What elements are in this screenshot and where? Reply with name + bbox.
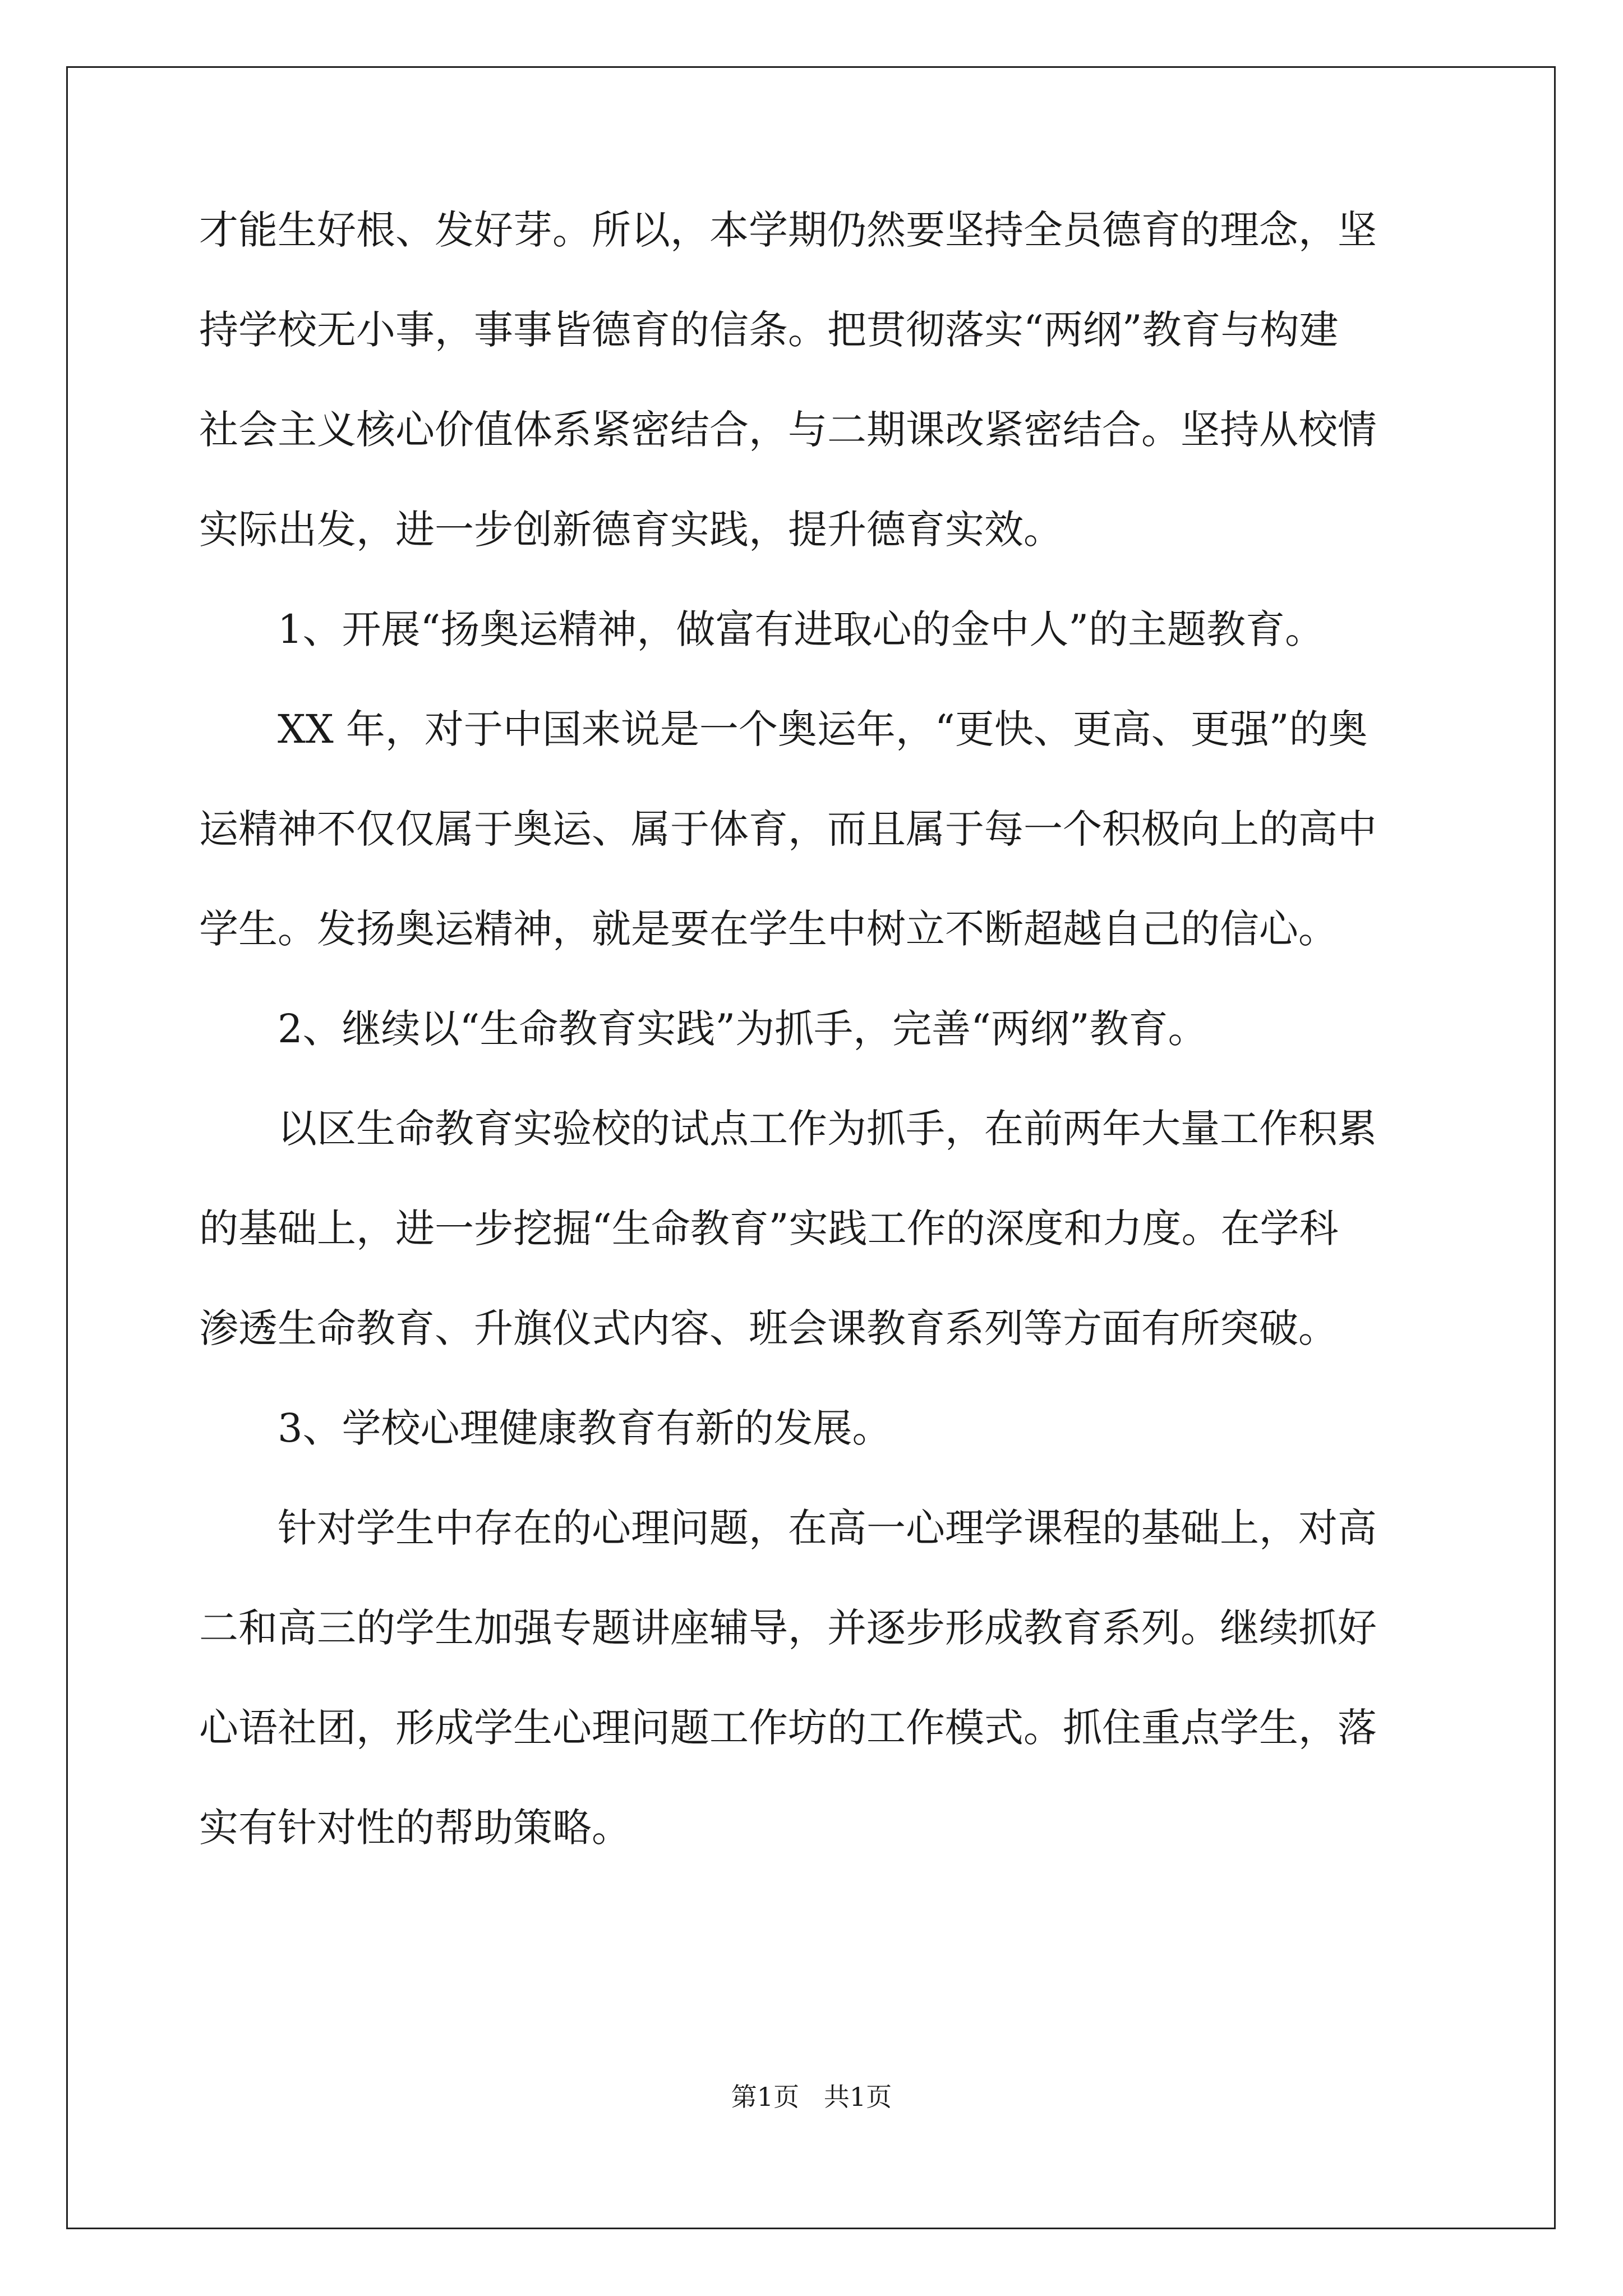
page-number-footer: 第1页 共1页 bbox=[731, 2082, 892, 2112]
text-line-17: 实有针对性的帮助策略。 bbox=[199, 1805, 631, 1851]
section-heading-1: 1、开展“扬奥运精神，做富有进取心的金中人”的主题教育。 bbox=[199, 606, 1325, 652]
text-line-6: XX 年，对于中国来说是一个奥运年，“更快、更高、更强”的奥 bbox=[199, 706, 1368, 752]
text-line-2: 持学校无小事，事事皆德育的信条。把贯彻落实“两纲”教育与构建 bbox=[199, 307, 1339, 353]
text-line-15: 二和高三的学生加强专题讲座辅导，并逐步形成教育系列。继续抓好 bbox=[199, 1605, 1377, 1651]
document-body bbox=[199, 207, 1427, 1851]
text-line-4: 实际出发，进一步创新德育实践，提升德育实效。 bbox=[199, 507, 1063, 553]
text-line-7: 运精神不仅仅属于奥运、属于体育，而且属于每一个积极向上的高中 bbox=[199, 806, 1377, 852]
text-line-1: 才能生好根、发好芽。所以，本学期仍然要坚持全员德育的理念，坚 bbox=[199, 207, 1377, 253]
text-line-8: 学生。发扬奥运精神，就是要在学生中树立不断超越自己的信心。 bbox=[199, 906, 1338, 952]
text-line-11: 的基础上，进一步挖掘“生命教育”实践工作的深度和力度。在学科 bbox=[199, 1205, 1339, 1251]
text-line-10: 以区生命教育实验校的试点工作为抓手，在前两年大量工作积累 bbox=[199, 1106, 1377, 1152]
section-heading-2: 2、继续以“生命教育实践”为抓手，完善“两纲”教育。 bbox=[199, 1006, 1207, 1052]
text-line-14: 针对学生中存在的心理问题，在高一心理学课程的基础上，对高 bbox=[199, 1505, 1377, 1551]
text-line-3: 社会主义核心价值体系紧密结合，与二期课改紧密结合。坚持从校情 bbox=[199, 407, 1377, 453]
section-heading-3: 3、学校心理健康教育有新的发展。 bbox=[199, 1405, 892, 1451]
text-line-16: 心语社团，形成学生心理问题工作坊的工作模式。抓住重点学生，落 bbox=[199, 1705, 1377, 1751]
text-line-12: 渗透生命教育、升旗仪式内容、班会课教育系列等方面有所突破。 bbox=[199, 1305, 1338, 1351]
